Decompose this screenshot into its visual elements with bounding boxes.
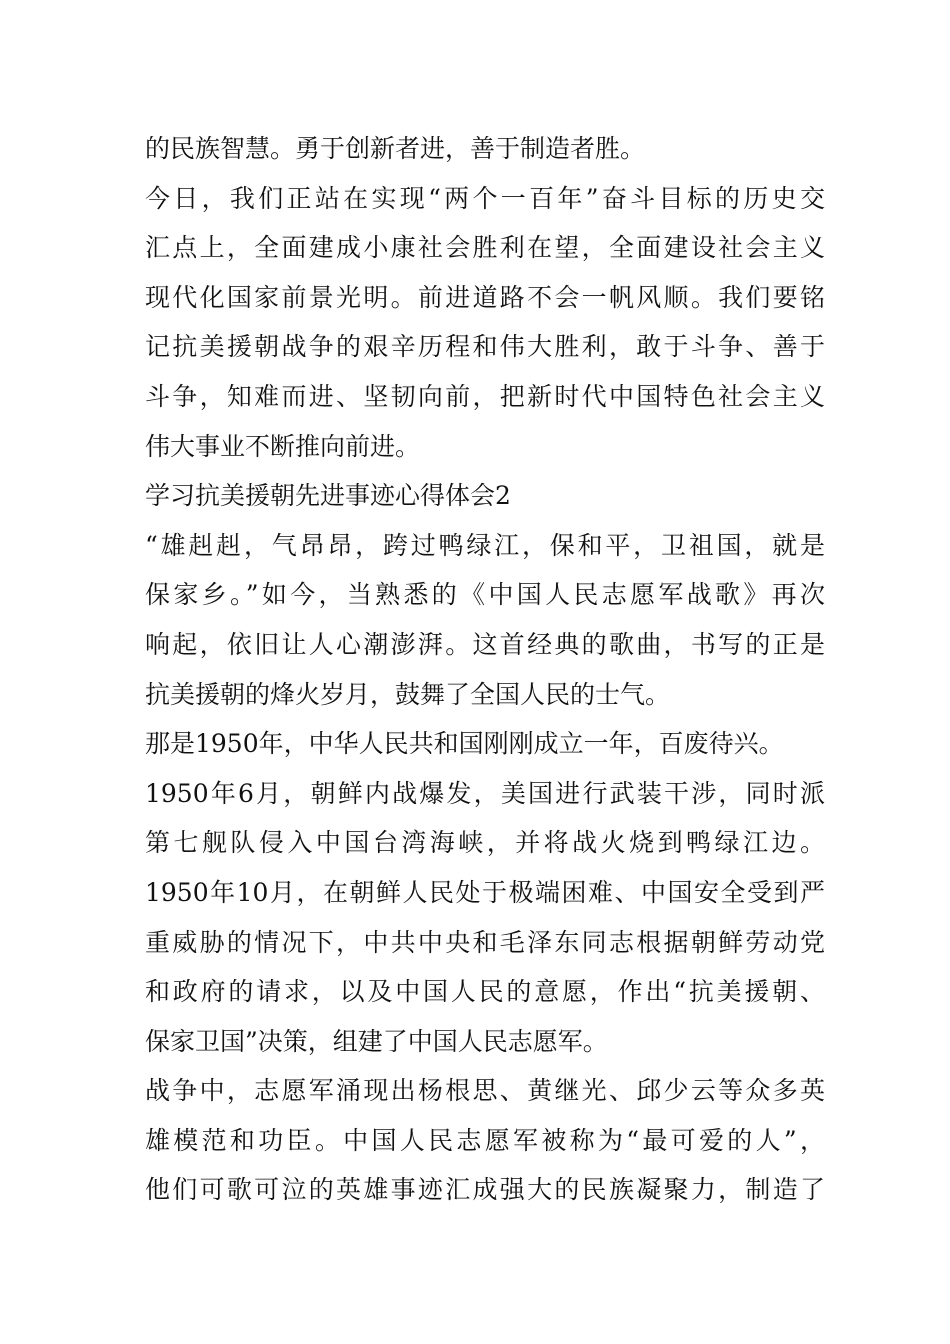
text-line: 现代化国家前景光明。前进道路不会一帆风顺。我们要铭 (145, 282, 825, 312)
text-line: 他们可歌可泣的英雄事迹汇成强大的民族凝聚力，制造了 (145, 1175, 825, 1205)
text-line: 战争中，志愿军涌现出杨根思、黄继光、邱少云等众多英 (145, 1076, 825, 1106)
text-line: 和政府的请求，以及中国人民的意愿，作出“抗美援朝、 (145, 977, 825, 1007)
text-line: 汇点上，全面建成小康社会胜利在望，全面建设社会主义 (145, 233, 825, 263)
section-heading: 学习抗美援朝先进事迹心得体会2 (145, 481, 511, 511)
text-line: 响起，依旧让人心潮澎湃。这首经典的歌曲，书写的正是 (145, 629, 825, 659)
text-line: 伟大事业不断推向前进。 (145, 431, 421, 461)
text-line: 今日，我们正站在实现“两个一百年”奋斗目标的历史交 (145, 183, 825, 213)
text-line: 雄模范和功臣。中国人民志愿军被称为“最可爱的人”， (145, 1125, 825, 1155)
text-line: 记抗美援朝战争的艰辛历程和伟大胜利，敢于斗争、善于 (145, 332, 825, 362)
text-line: 那是1950年，中华人民共和国刚刚成立一年，百废待兴。 (145, 729, 784, 759)
text-line: 抗美援朝的烽火岁月，鼓舞了全国人民的士气。 (145, 679, 671, 709)
text-line: “雄赳赳，气昂昂，跨过鸭绿江，保和平，卫祖国，就是 (145, 530, 825, 560)
text-line: 第七舰队侵入中国台湾海峡，并将战火烧到鸭绿江边。 (145, 828, 825, 858)
text-line: 保家卫国”决策，组建了中国人民志愿军。 (145, 1026, 608, 1056)
text-line: 斗争，知难而进、坚韧向前，把新时代中国特色社会主义 (145, 381, 825, 411)
text-line: 1950年10月，在朝鲜人民处于极端困难、中国安全受到严 (145, 877, 825, 907)
text-line: 1950年6月，朝鲜内战爆发，美国进行武装干涉，同时派 (145, 778, 825, 808)
text-line: 保家乡。”如今，当熟悉的《中国人民志愿军战歌》再次 (145, 580, 825, 610)
text-line: 重威胁的情况下，中共中央和毛泽东同志根据朝鲜劳动党 (145, 927, 825, 957)
document-body (145, 124, 825, 1215)
text-line: 的民族智慧。勇于创新者进，善于制造者胜。 (145, 134, 646, 163)
